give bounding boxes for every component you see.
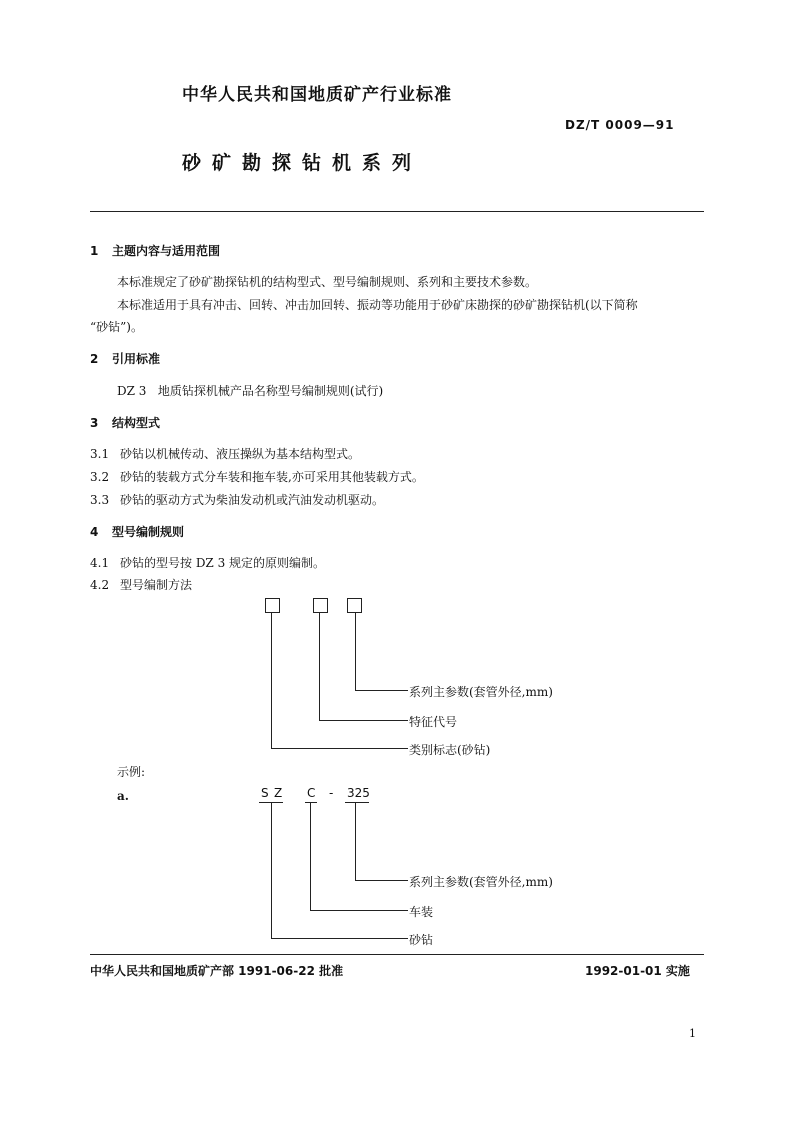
feature-code-leader-vertical [319, 613, 320, 720]
clause-4-2 [90, 576, 192, 594]
clause-3-1 [90, 445, 360, 463]
clause-3-3 [90, 491, 384, 509]
example-c-underline [305, 802, 317, 803]
example-code-s: S [261, 786, 269, 800]
section-3-title: 结构型式 [112, 416, 161, 430]
category-code-leader-vertical [271, 613, 272, 748]
section-1-paragraph-2-cont: “砂钻”)。 [90, 320, 143, 334]
category-code-box [265, 598, 280, 613]
clause-3-3-text: 砂钻的驱动方式为柴油发动机或汽油发动机驱动。 [120, 493, 385, 507]
effective-date-line: 1992-01-01 实施 [585, 964, 690, 978]
example-label-vehicle-mounted: 车装 [409, 905, 434, 919]
main-parameter-box [347, 598, 362, 613]
feature-code-box [313, 598, 328, 613]
example-label-main-parameter: 系列主参数(套管外径,mm) [409, 875, 553, 889]
clause-4-1-text: 砂钻的型号按 DZ 3 规定的原则编制。 [120, 556, 326, 570]
section-1-number: 1 [90, 244, 99, 258]
section-1-title: 主题内容与适用范围 [112, 244, 221, 258]
clause-3-3-number: 3.3 [90, 493, 110, 507]
example-heading: 示例: [117, 765, 146, 779]
example-feature-leader-vertical [310, 802, 311, 910]
clause-3-1-text: 砂钻以机械传动、液压操纵为基本结构型式。 [120, 447, 361, 461]
main-parameter-leader-vertical [355, 613, 356, 690]
clause-4-2-text: 型号编制方法 [120, 578, 193, 592]
header-divider [90, 211, 704, 212]
clause-4-2-number: 4.2 [90, 578, 110, 592]
main-parameter-leader-horizontal [355, 690, 408, 691]
section-1-heading [90, 242, 220, 259]
section-4-heading [90, 523, 184, 540]
section-2-title: 引用标准 [112, 352, 161, 366]
page-number: 1 [689, 1027, 696, 1040]
clause-3-2-text: 砂钻的装载方式分车装和拖车装,亦可采用其他装载方式。 [120, 470, 424, 484]
section-4-number: 4 [90, 525, 99, 539]
diagram-label-category: 类别标志(砂钻) [409, 743, 491, 757]
org-title: 中华人民共和国地质矿产行业标准 [182, 85, 452, 105]
example-325-underline [345, 802, 369, 803]
feature-code-leader-horizontal [319, 720, 408, 721]
section-1-paragraph-2: 本标准适用于具有冲击、回转、冲击加回转、振动等功能用于砂矿床勘探的砂矿勘探钻机(以下简称 [117, 298, 638, 312]
reference-standard: DZ 3 地质钻探机械产品名称型号编制规则(试行) [117, 384, 384, 398]
example-feature-leader-horizontal [310, 910, 408, 911]
category-code-leader-horizontal [271, 748, 408, 749]
clause-4-1-number: 4.1 [90, 556, 110, 570]
clause-3-1-number: 3.1 [90, 447, 110, 461]
example-code-c: C [307, 786, 316, 800]
example-parameter-leader-vertical [355, 802, 356, 880]
section-3-number: 3 [90, 416, 99, 430]
example-item-a: a. [117, 789, 129, 803]
section-2-heading [90, 350, 160, 367]
diagram-label-main-parameter: 系列主参数(套管外径,mm) [409, 685, 553, 699]
clause-4-1 [90, 554, 325, 572]
clause-3-2 [90, 468, 424, 486]
example-code-dash: - [329, 786, 334, 800]
section-2-number: 2 [90, 352, 99, 366]
diagram-label-feature-code: 特征代号 [409, 715, 458, 729]
standard-code: DZ/T 0009—91 [565, 118, 675, 132]
footer-divider [90, 954, 704, 955]
example-parameter-leader-horizontal [355, 880, 408, 881]
example-category-leader-vertical [271, 802, 272, 938]
example-code-z: Z [274, 786, 283, 800]
section-3-heading [90, 414, 160, 431]
document-title: 砂矿勘探钻机系列 [182, 152, 423, 174]
approval-line: 中华人民共和国地质矿产部 1991-06-22 批准 [90, 964, 344, 978]
clause-3-2-number: 3.2 [90, 470, 110, 484]
section-1-paragraph-1: 本标准规定了砂矿勘探钻机的结构型式、型号编制规则、系列和主要技术参数。 [117, 275, 538, 289]
section-4-title: 型号编制规则 [112, 525, 185, 539]
example-code-325: 325 [347, 786, 370, 800]
example-label-sand-drill: 砂钻 [409, 933, 434, 947]
example-category-leader-horizontal [271, 938, 408, 939]
